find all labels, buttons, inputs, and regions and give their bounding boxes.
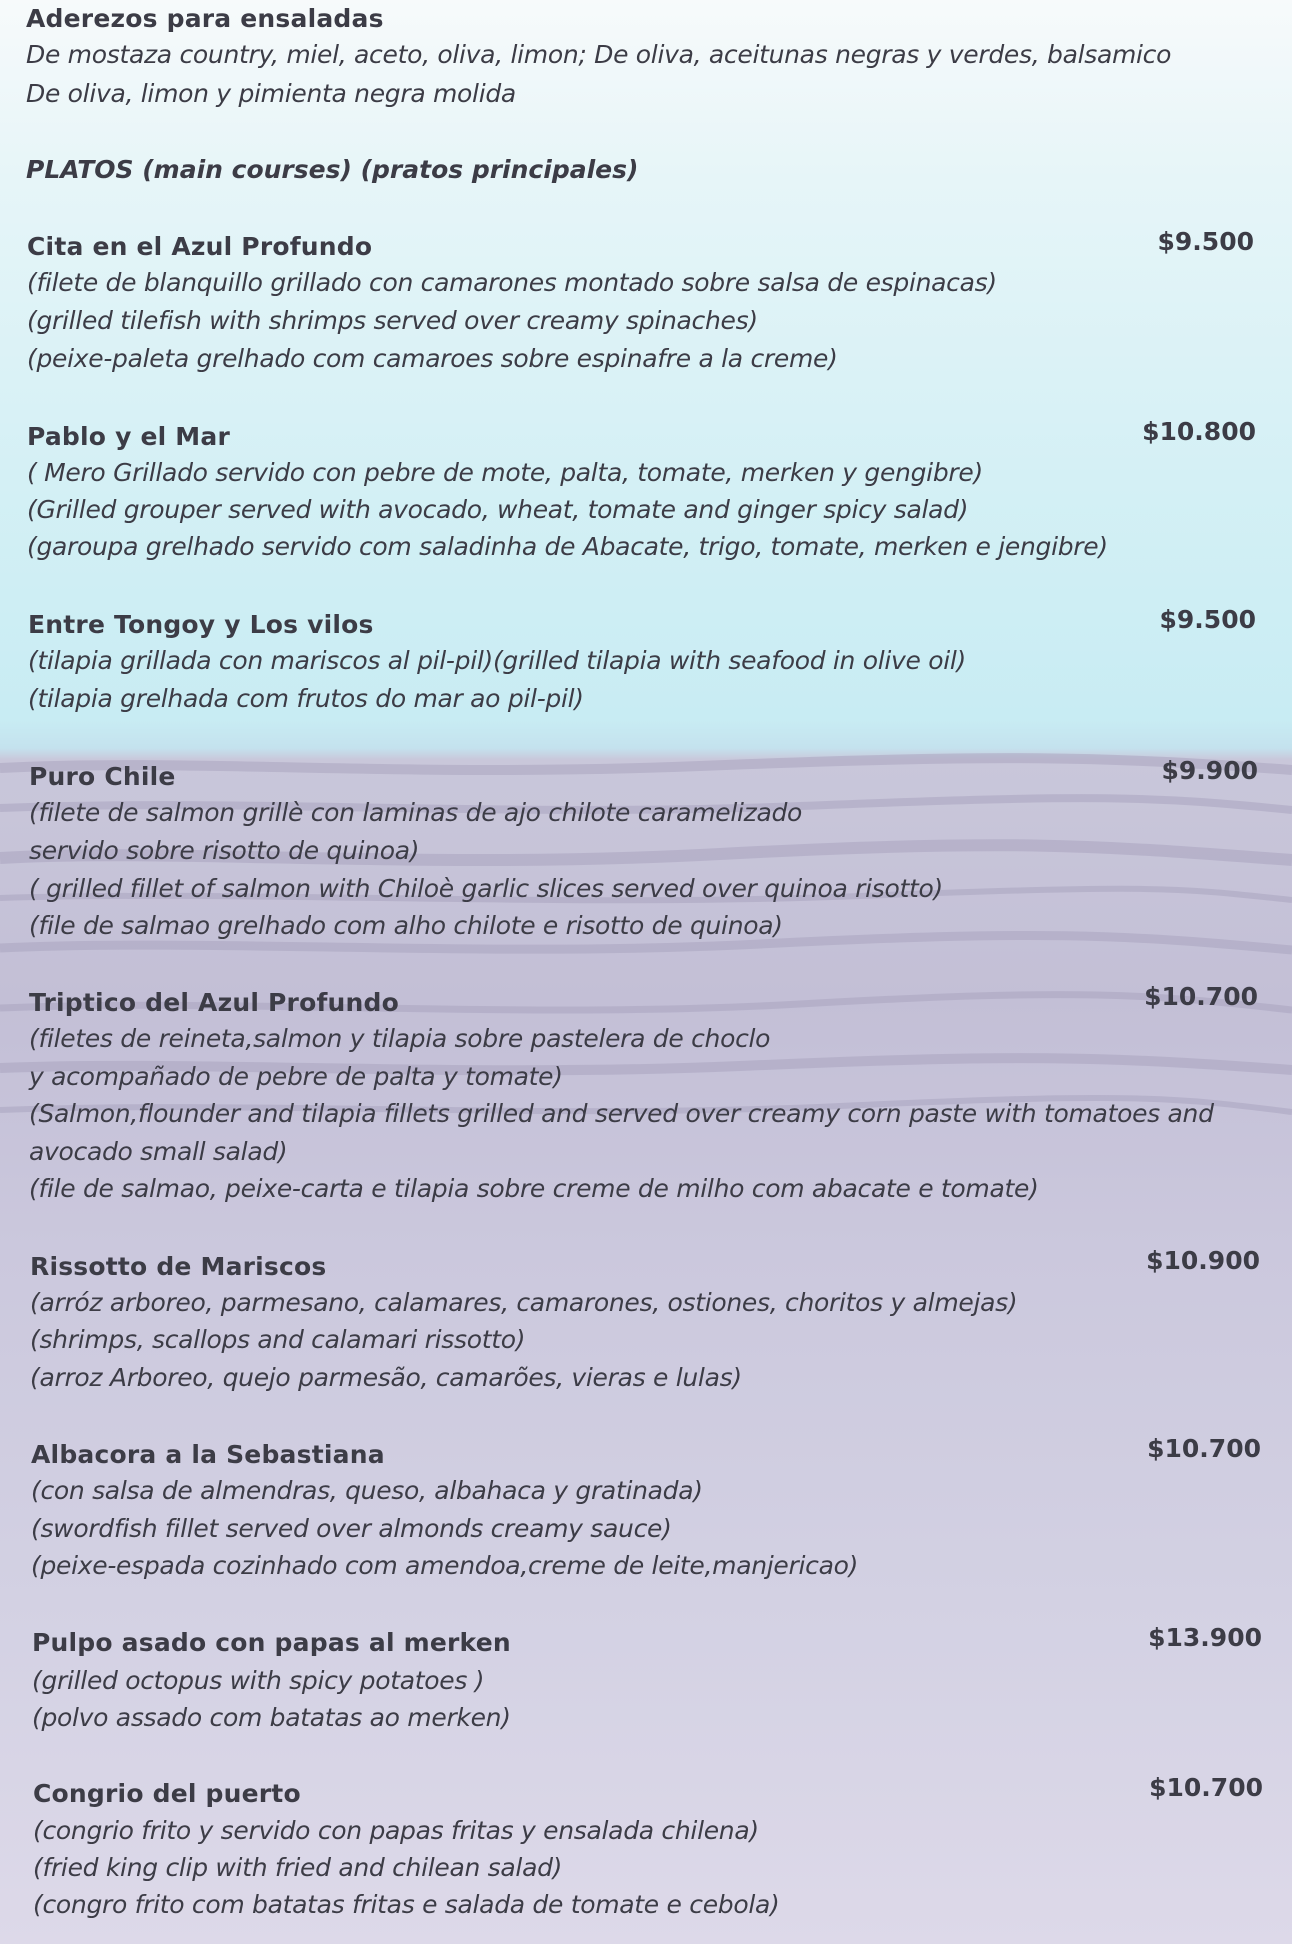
menu-item-price: $10.700 <box>1144 982 1258 1011</box>
menu-item-description: (grilled tilefish with shrimps served over creamy spinaches) <box>27 306 758 335</box>
menu-item-description: (congro frito com batatas fritas e salada de tomate e cebola) <box>33 1890 780 1919</box>
dressings-line: De mostaza country, miel, aceto, oliva, limon; De oliva, aceitunas negras y verdes, balsamico <box>26 40 1172 69</box>
menu-item-price: $9.500 <box>1157 227 1254 256</box>
menu-item-description: y acompañado de pebre de palta y tomate) <box>29 1062 563 1091</box>
section-title: PLATOS (main courses) (pratos principales) <box>26 155 639 184</box>
menu-item-name: Pulpo asado con papas al merken <box>32 1628 511 1657</box>
menu-item-description: (swordfish fillet served over almonds creamy sauce) <box>31 1514 672 1543</box>
menu-item-description: (file de salmao, peixe-carta e tilapia sobre creme de milho com abacate e tomate) <box>29 1174 1039 1203</box>
menu-item-price: $9.900 <box>1161 756 1258 785</box>
menu-item-description: (fried king clip with fried and chilean salad) <box>33 1853 563 1882</box>
menu-item-name: Congrio del puerto <box>33 1779 301 1808</box>
menu-item-price: $13.900 <box>1148 1623 1262 1652</box>
menu-item-name: Albacora a la Sebastiana <box>31 1440 385 1469</box>
menu-item-description: (Grilled grouper served with avocado, wheat, tomate and ginger spicy salad) <box>27 495 969 524</box>
menu-item-description: (arroz Arboreo, quejo parmesão, camarões, vieras e lulas) <box>30 1363 742 1392</box>
menu-item-description: (filete de salmon grillè con laminas de ajo chilote caramelizado <box>29 798 803 827</box>
menu-item-name: Entre Tongoy y Los vilos <box>28 610 374 639</box>
menu-item-name: Triptico del Azul Profundo <box>29 988 399 1017</box>
menu-item-description: (polvo assado com batatas ao merken) <box>32 1703 511 1732</box>
menu-item-name: Puro Chile <box>29 762 176 791</box>
menu-item-description: (tilapia grillada con mariscos al pil-pil)(grilled tilapia with seafood in olive oil) <box>28 646 967 675</box>
menu-item-description: ( Mero Grillado servido con pebre de mote, palta, tomate, merken y gengibre) <box>27 458 983 487</box>
menu-item-description: servido sobre risotto de quinoa) <box>29 836 420 865</box>
menu-item-price: $9.500 <box>1159 605 1256 634</box>
menu-item-description: (shrimps, scallops and calamari rissotto) <box>30 1325 526 1354</box>
menu-item-description: (con salsa de almendras, queso, albahaca y gratinada) <box>31 1476 703 1505</box>
menu-item-price: $10.700 <box>1149 1773 1263 1802</box>
menu-item-price: $10.900 <box>1146 1246 1260 1275</box>
menu-item-description: ( grilled fillet of salmon with Chiloè garlic slices served over quinoa risotto) <box>29 874 943 903</box>
menu-item-description: (tilapia grelhada com frutos do mar ao pil-pil) <box>28 684 584 713</box>
menu-item-name: Pablo y el Mar <box>27 422 230 451</box>
menu-item-price: $10.800 <box>1142 417 1256 446</box>
dressings-title: Aderezos para ensaladas <box>26 4 384 33</box>
menu-item-description: (peixe-paleta grelhado com camaroes sobre espinafre a la creme) <box>27 344 838 373</box>
menu-item-description: (filete de blanquillo grillado con camarones montado sobre salsa de espinacas) <box>27 268 997 297</box>
menu-item-description: (peixe-espada cozinhado com amendoa,creme de leite,manjericao) <box>31 1551 859 1580</box>
menu-item-description: (arróz arboreo, parmesano, calamares, camarones, ostiones, choritos y almejas) <box>30 1288 1018 1317</box>
menu-item-description: (file de salmao grelhado com alho chilote e risotto de quinoa) <box>29 911 783 940</box>
menu-item-description: (garoupa grelhado servido com saladinha de Abacate, trigo, tomate, merken e jengibre) <box>27 532 1108 561</box>
menu-item-description: (congrio frito y servido con papas fritas y ensalada chilena) <box>33 1816 759 1845</box>
menu-item-price: $10.700 <box>1147 1434 1261 1463</box>
menu-item-description: (Salmon,flounder and tilapia fillets grilled and served over creamy corn paste with tomatoes and <box>29 1099 1214 1128</box>
menu-item-description: avocado small salad) <box>29 1137 288 1166</box>
menu-item-name: Cita en el Azul Profundo <box>27 232 373 261</box>
menu-item-description: (grilled octopus with spicy potatoes ) <box>32 1666 485 1695</box>
menu-item-name: Rissotto de Mariscos <box>30 1252 327 1281</box>
dressings-line: De oliva, limon y pimienta negra molida <box>26 79 516 108</box>
menu-item-description: (filetes de reineta,salmon y tilapia sobre pastelera de choclo <box>29 1024 771 1053</box>
